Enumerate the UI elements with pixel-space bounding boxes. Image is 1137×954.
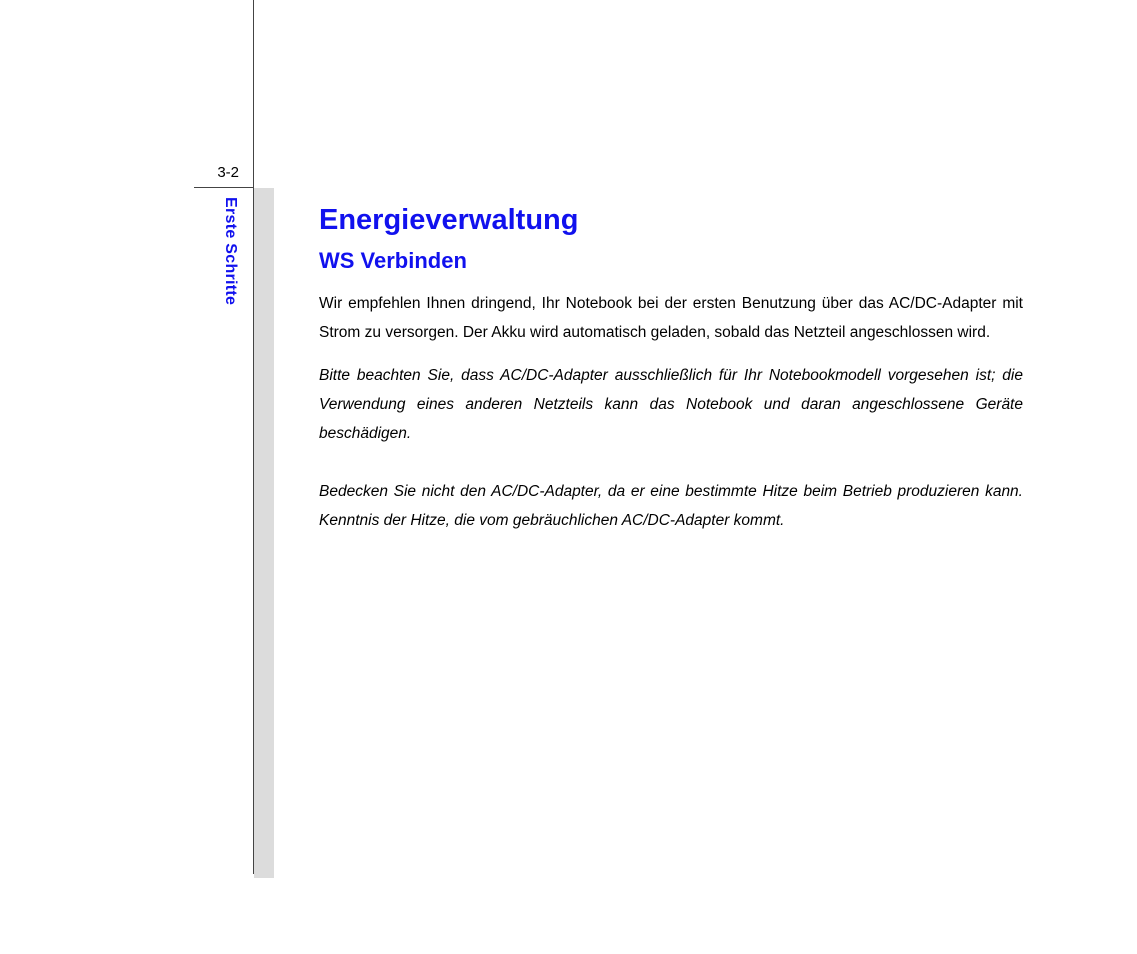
sidebar-gray-bar: [254, 188, 274, 878]
section-heading: Energieverwaltung: [319, 204, 579, 236]
adapter-warning-note: Bitte beachten Sie, dass AC/DC-Adapter ausschließlich für Ihr Notebookmodell vorgesehen ist; die Verwendung eines anderen Netzteils kann das Notebook und daran angeschlossene Geräte beschädigen.: [319, 367, 1023, 442]
page-number: 3-2: [217, 164, 239, 181]
chapter-side-title: Erste Schritte: [222, 197, 239, 306]
page-number-underline: [194, 187, 254, 188]
subsection-heading: WS Verbinden: [319, 248, 467, 273]
main-content: [319, 200, 1023, 535]
intro-paragraph: Wir empfehlen Ihnen dringend, Ihr Notebook bei der ersten Benutzung über das AC/DC-Adapter mit Strom zu versorgen. Der Akku wird automatisch geladen, sobald das Netzteil angeschlossen wird.: [319, 295, 1023, 341]
heat-warning-note: Bedecken Sie nicht den AC/DC-Adapter, da er eine bestimmte Hitze beim Betrieb produzieren kann. Kenntnis der Hitze, die vom gebräuchlichen AC/DC-Adapter kommt.: [319, 483, 1023, 529]
